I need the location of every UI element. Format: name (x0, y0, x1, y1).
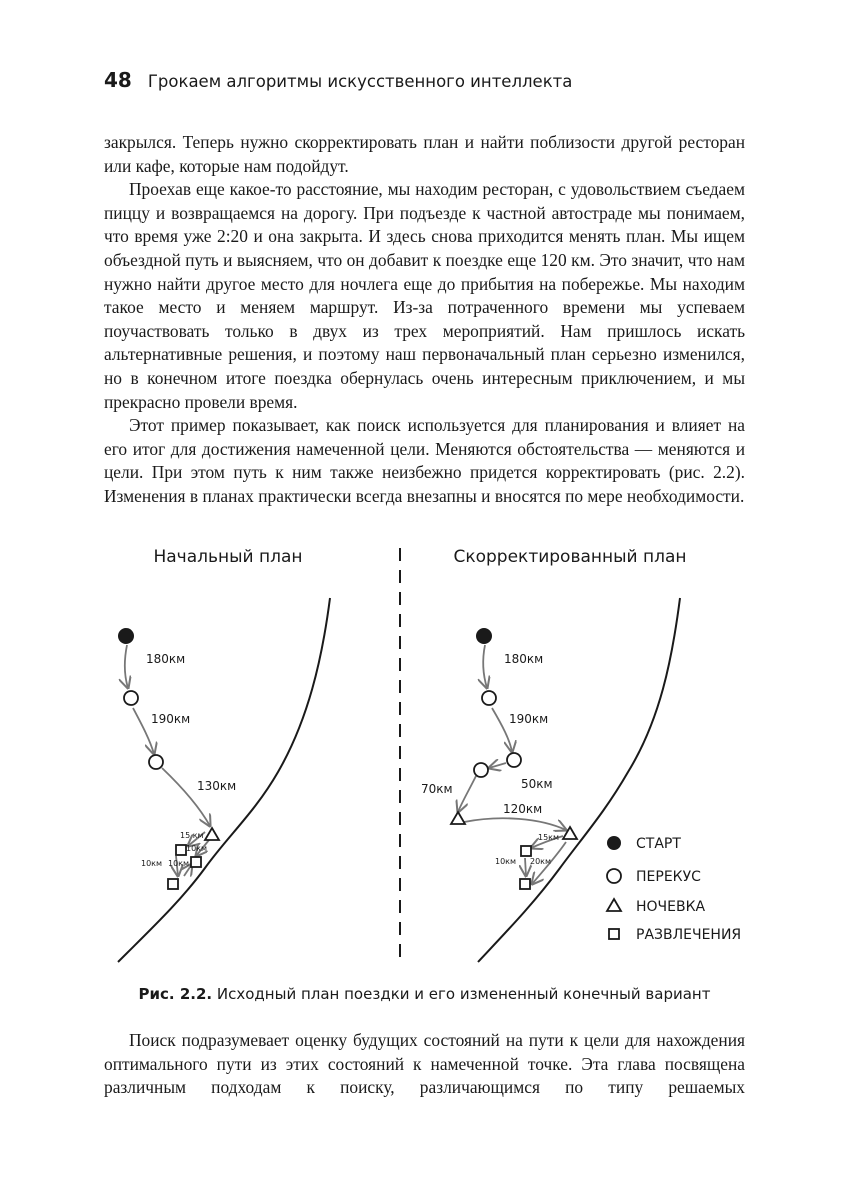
right-overnight-marker-1 (451, 812, 465, 824)
paragraph-3: Этот пример показывает, как поиск используется для планирования и влияет на его итог для достижения намеченной цели. Меняются обстоятельства — меняются и цели. При этом путь к ним также неизбежно придется корректировать (рис. 2.2). Изменения в планах практически всегда внезапны и вносятся по мере необходимости. (104, 415, 745, 506)
right-label-120: 120км (503, 802, 543, 816)
running-title: Грокаем алгоритмы искусственного интеллекта (147, 72, 573, 91)
right-entertainment-marker-1 (521, 846, 531, 856)
right-snack-marker-2 (507, 753, 521, 767)
right-route-4 (458, 776, 476, 812)
right-route-8 (525, 858, 526, 876)
left-label-10a: 10км (186, 844, 208, 853)
paragraph-1: закрылся. Теперь нужно скорректировать план и найти поблизости другой ресторан или кафе, которые нам подойдут. (104, 132, 745, 176)
legend-start-icon (607, 836, 621, 850)
trip-plan-figure (0, 530, 849, 990)
legend-overnight-icon (607, 899, 621, 911)
right-label-50: 50км (521, 777, 553, 791)
running-header (104, 68, 572, 92)
caption-text: Исходный план поездки и его измененный конечный вариант (216, 985, 711, 1003)
legend-entertainment-label: РАЗВЛЕЧЕНИЯ (636, 927, 742, 943)
left-entertainment-marker-2 (191, 857, 201, 867)
left-start-marker (118, 628, 134, 644)
legend-start-label: СТАРТ (636, 836, 681, 852)
right-start-marker (476, 628, 492, 644)
right-label-180: 180км (504, 652, 544, 666)
legend-entertainment-icon (609, 929, 619, 939)
body-text-bottom (104, 1029, 745, 1100)
left-entertainment-marker-3 (168, 879, 178, 889)
body-text-top (104, 131, 745, 509)
left-label-130: 130км (197, 779, 237, 793)
right-snack-marker-3 (474, 763, 488, 777)
left-overnight-marker (205, 828, 219, 840)
right-label-10: 10км (495, 857, 517, 866)
left-label-10c: 10км (168, 859, 190, 868)
left-route-3 (162, 768, 210, 826)
right-snack-marker-1 (482, 691, 496, 705)
right-route-5 (464, 818, 566, 830)
left-label-15: 15 км (180, 831, 204, 840)
right-label-70: 70км (421, 782, 453, 796)
right-route-3 (489, 763, 506, 768)
page-number: 48 (104, 68, 132, 92)
legend-snack-icon (607, 869, 621, 883)
left-snack-marker-2 (149, 755, 163, 769)
right-label-15: 15км (538, 833, 560, 842)
left-route-1 (125, 645, 128, 688)
legend (607, 836, 741, 943)
right-label-190: 190км (509, 712, 549, 726)
left-panel-title: Начальный план (153, 547, 303, 567)
legend-overnight-label: НОЧЕВКА (636, 899, 706, 915)
right-route-1 (483, 645, 487, 688)
left-entertainment-marker-1 (176, 845, 186, 855)
right-panel-title: Скорректированный план (453, 547, 687, 567)
left-snack-marker-1 (124, 691, 138, 705)
figure-caption (0, 985, 849, 1003)
left-label-180: 180км (146, 652, 186, 666)
caption-label: Рис. 2.2. (138, 985, 213, 1003)
left-label-10b: 10км (141, 859, 163, 868)
right-entertainment-marker-2 (520, 879, 530, 889)
legend-snack-label: ПЕРЕКУС (636, 869, 701, 885)
right-label-20: 20км (530, 857, 552, 866)
left-label-190: 190км (151, 712, 191, 726)
paragraph-4: Поиск подразумевает оценку будущих состояний на пути к цели для нахождения оптимального пути из этих состояний к намеченной точке. Эта глава посвящена различным подходам к поиску, различающимся по типу решаемых (104, 1030, 745, 1098)
paragraph-2: Проехав еще какое-то расстояние, мы находим ресторан, с удовольствием съедаем пиццу и возвращаемся на дорогу. При подъезде к частной автостраде мы понимаем, что время уже 2:20 и она закрыта. И здесь снова приходится менять план. Мы ищем объездной путь и выясняем, что он добавит к поездке еще 120 км. Это значит, что нам нужно найти другое место для ночлега еще до прибытия на побережье. Мы находим такое место и меняем маршрут. Из-за потраченного времени мы успеваем поучаствовать только в двух из трех мероприятий. Нам пришлось искать альтернативные решения, и поэтому наш первоначальный план серьезно изменился, но в конечном итоге поездка обернулась очень интересным приключением, и мы прекрасно провели время. (104, 179, 745, 412)
